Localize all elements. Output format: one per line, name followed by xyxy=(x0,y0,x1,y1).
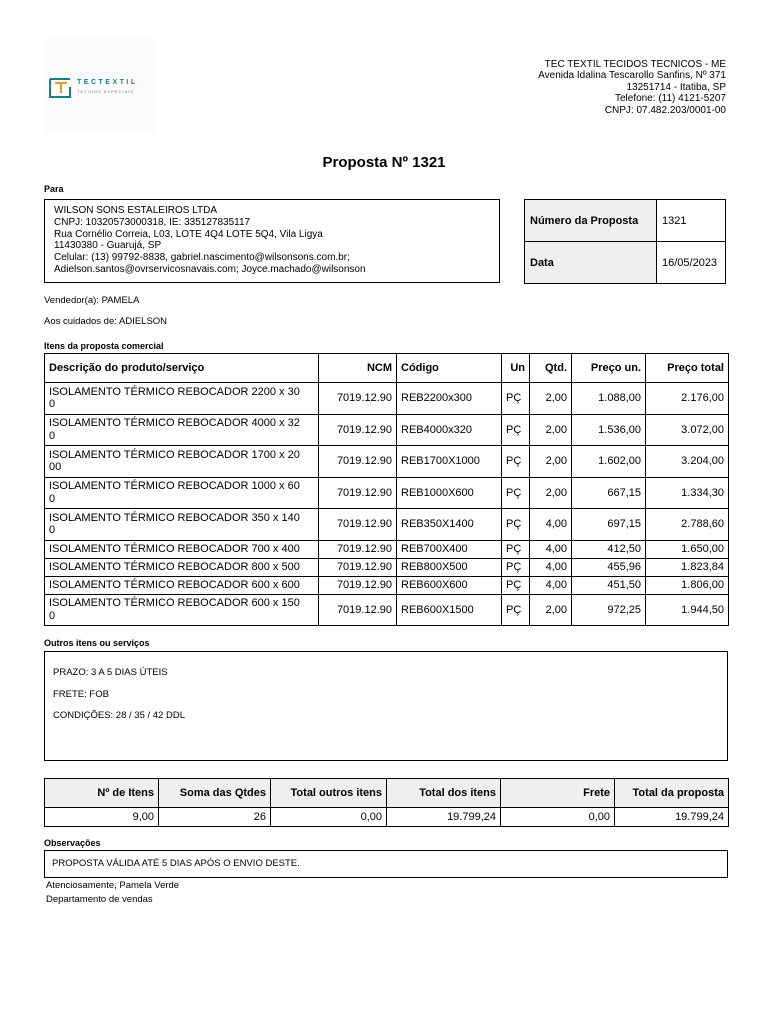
item-code: REB350X1400 xyxy=(397,509,502,541)
item-total: 1.806,00 xyxy=(646,576,729,594)
item-ncm: 7019.12.90 xyxy=(319,540,397,558)
total-qty-sum: 26 xyxy=(159,808,271,827)
item-desc: ISOLAMENTO TÉRMICO REBOCADOR 2200 x 30 0 xyxy=(45,383,319,415)
item-price: 412,50 xyxy=(572,540,646,558)
item-qty: 2,00 xyxy=(530,383,572,415)
item-desc: ISOLAMENTO TÉRMICO REBOCADOR 350 x 140 0 xyxy=(45,509,319,541)
client-street: Rua Cornélio Correia, L03, LOTE 4Q4 LOTE 5Q4, Vila Ligya xyxy=(54,228,323,240)
total-other: 0,00 xyxy=(271,808,387,827)
item-ncm: 7019.12.90 xyxy=(319,558,397,576)
company-city: 13251714 - Itatiba, SP xyxy=(626,81,726,93)
item-unit: PÇ xyxy=(502,414,530,446)
totals-table xyxy=(44,778,729,827)
item-desc: ISOLAMENTO TÉRMICO REBOCADOR 600 x 600 xyxy=(45,576,319,594)
item-total: 2.788,60 xyxy=(646,509,729,541)
item-qty: 2,00 xyxy=(530,594,572,626)
proposal-number-label: Número da Proposta xyxy=(525,200,657,242)
item-ncm: 7019.12.90 xyxy=(319,383,397,415)
item-desc: ISOLAMENTO TÉRMICO REBOCADOR 800 x 500 xyxy=(45,558,319,576)
item-code: REB800X500 xyxy=(397,558,502,576)
item-qty: 4,00 xyxy=(530,576,572,594)
item-qty: 4,00 xyxy=(530,558,572,576)
item-unit: PÇ xyxy=(502,576,530,594)
item-qty: 2,00 xyxy=(530,477,572,509)
client-ids: CNPJ: 10320573000318, IE: 335127835117 xyxy=(54,216,251,228)
item-total: 1.650,00 xyxy=(646,540,729,558)
item-price: 1.602,00 xyxy=(572,446,646,478)
table-row xyxy=(45,576,729,594)
proposal-date-label: Data xyxy=(525,242,657,284)
observations-label: Observações xyxy=(44,838,101,848)
observations-box: PROPOSTA VÁLIDA ATÉ 5 DIAS APÓS O ENVIO DESTE. xyxy=(44,850,728,878)
item-price: 697,15 xyxy=(572,509,646,541)
table-row xyxy=(45,509,729,541)
logo-tagline: TECIDOS ESPECIAIS xyxy=(77,89,135,94)
item-code: REB600X1500 xyxy=(397,594,502,626)
table-row xyxy=(45,594,729,626)
company-phone: Telefone: (11) 4121-5207 xyxy=(614,93,726,105)
company-logo xyxy=(45,38,155,134)
item-total: 1.334,30 xyxy=(646,477,729,509)
company-cnpj: CNPJ: 07.482.203/0001-00 xyxy=(604,104,726,116)
item-unit: PÇ xyxy=(502,558,530,576)
other-freight: FRETE: FOB xyxy=(53,688,109,700)
company-name: TEC TEXTIL TECIDOS TECNICOS - ME xyxy=(544,59,726,70)
totals-header-row xyxy=(45,779,729,808)
table-row xyxy=(45,540,729,558)
table-row xyxy=(45,477,729,509)
item-unit: PÇ xyxy=(502,594,530,626)
grand-total: 19.799,24 xyxy=(615,808,729,827)
signature-department: Departamento de vendas xyxy=(46,894,153,905)
item-price: 451,50 xyxy=(572,576,646,594)
item-code: REB600X600 xyxy=(397,576,502,594)
item-desc: ISOLAMENTO TÉRMICO REBOCADOR 1000 x 60 0 xyxy=(45,477,319,509)
item-desc: ISOLAMENTO TÉRMICO REBOCADOR 1700 x 20 00 xyxy=(45,446,319,478)
col-ncm-header: NCM xyxy=(319,354,397,383)
item-code: REB2200x300 xyxy=(397,383,502,415)
company-info xyxy=(538,59,726,116)
proposal-date-value: 16/05/2023 xyxy=(657,242,726,284)
item-ncm: 7019.12.90 xyxy=(319,594,397,626)
item-code: REB700X400 xyxy=(397,540,502,558)
items-table xyxy=(44,353,729,626)
seller: Vendedor(a): PAMELA xyxy=(44,295,140,306)
item-ncm: 7019.12.90 xyxy=(319,477,397,509)
table-row xyxy=(45,383,729,415)
proposal-number-value: 1321 xyxy=(657,200,726,242)
client-emails: Adielson.santos@ovrservicosnavais.com; Joyce.machado@wilsonson xyxy=(54,263,366,275)
item-ncm: 7019.12.90 xyxy=(319,509,397,541)
logo-brand: TECTEXTIL xyxy=(77,79,138,86)
total-items-header: Total dos itens xyxy=(387,779,501,808)
item-total: 3.204,00 xyxy=(646,446,729,478)
total-freight: 0,00 xyxy=(501,808,615,827)
item-unit: PÇ xyxy=(502,446,530,478)
col-desc-header: Descrição do produto/serviço xyxy=(45,354,319,383)
total-items-count: 9,00 xyxy=(45,808,159,827)
item-unit: PÇ xyxy=(502,477,530,509)
col-unit-header: Un xyxy=(502,354,530,383)
item-qty: 4,00 xyxy=(530,509,572,541)
item-ncm: 7019.12.90 xyxy=(319,576,397,594)
item-code: REB4000x320 xyxy=(397,414,502,446)
col-code-header: Código xyxy=(397,354,502,383)
item-ncm: 7019.12.90 xyxy=(319,414,397,446)
item-ncm: 7019.12.90 xyxy=(319,446,397,478)
client-contact: Celular: (13) 99792-8838, gabriel.nascimento@wilsonsons.com.br; xyxy=(54,252,350,264)
company-address: Avenida Idalina Tescarollo Sanfins, Nº 371 xyxy=(538,70,726,82)
item-price: 1.536,00 xyxy=(572,414,646,446)
items-header-row xyxy=(45,354,729,383)
col-price-header: Preço un. xyxy=(572,354,646,383)
total-items-count-header: Nº de Itens xyxy=(45,779,159,808)
item-total: 2.176,00 xyxy=(646,383,729,415)
total-freight-header: Frete xyxy=(501,779,615,808)
grand-total-header: Total da proposta xyxy=(615,779,729,808)
item-price: 1.088,00 xyxy=(572,383,646,415)
proposal-meta-table xyxy=(524,199,726,284)
client-name: WILSON SONS ESTALEIROS LTDA xyxy=(54,205,217,216)
other-conditions: CONDIÇÕES: 28 / 35 / 42 DDL xyxy=(53,710,185,721)
item-total: 1.944,50 xyxy=(646,594,729,626)
items-section-label: Itens da proposta comercial xyxy=(44,341,164,351)
table-row xyxy=(45,414,729,446)
table-row xyxy=(45,558,729,576)
other-deadline: PRAZO: 3 A 5 DIAS ÚTEIS xyxy=(53,667,168,678)
table-row xyxy=(45,446,729,478)
col-qty-header: Qtd. xyxy=(530,354,572,383)
totals-values-row xyxy=(45,808,729,827)
item-code: REB1700X1000 xyxy=(397,446,502,478)
client-box xyxy=(44,199,500,283)
other-items-box xyxy=(44,651,728,761)
client-city: 11430380 - Guarujá, SP xyxy=(54,240,162,252)
item-desc: ISOLAMENTO TÉRMICO REBOCADOR 700 x 400 xyxy=(45,540,319,558)
item-unit: PÇ xyxy=(502,383,530,415)
logo-mark-icon xyxy=(49,78,71,98)
total-items: 19.799,24 xyxy=(387,808,501,827)
attention: Aos cuidados de: ADIELSON xyxy=(44,316,168,327)
item-total: 3.072,00 xyxy=(646,414,729,446)
item-code: REB1000X600 xyxy=(397,477,502,509)
item-desc: ISOLAMENTO TÉRMICO REBOCADOR 600 x 150 0 xyxy=(45,594,319,626)
item-qty: 2,00 xyxy=(530,446,572,478)
item-price: 455,96 xyxy=(572,558,646,576)
total-other-header: Total outros itens xyxy=(271,779,387,808)
client-label: Para xyxy=(44,184,64,194)
item-price: 972,25 xyxy=(572,594,646,626)
signature-name: Atenciosamente, Pamela Verde xyxy=(46,880,180,891)
col-total-header: Preço total xyxy=(646,354,729,383)
item-total: 1.823,84 xyxy=(646,558,729,576)
total-qty-sum-header: Soma das Qtdes xyxy=(159,779,271,808)
item-qty: 2,00 xyxy=(530,414,572,446)
item-unit: PÇ xyxy=(502,540,530,558)
other-section-label: Outros itens ou serviços xyxy=(44,638,150,648)
item-qty: 4,00 xyxy=(530,540,572,558)
item-desc: ISOLAMENTO TÉRMICO REBOCADOR 4000 x 32 0 xyxy=(45,414,319,446)
item-unit: PÇ xyxy=(502,509,530,541)
item-price: 667,15 xyxy=(572,477,646,509)
page-title: Proposta Nº 1321 xyxy=(322,154,446,171)
